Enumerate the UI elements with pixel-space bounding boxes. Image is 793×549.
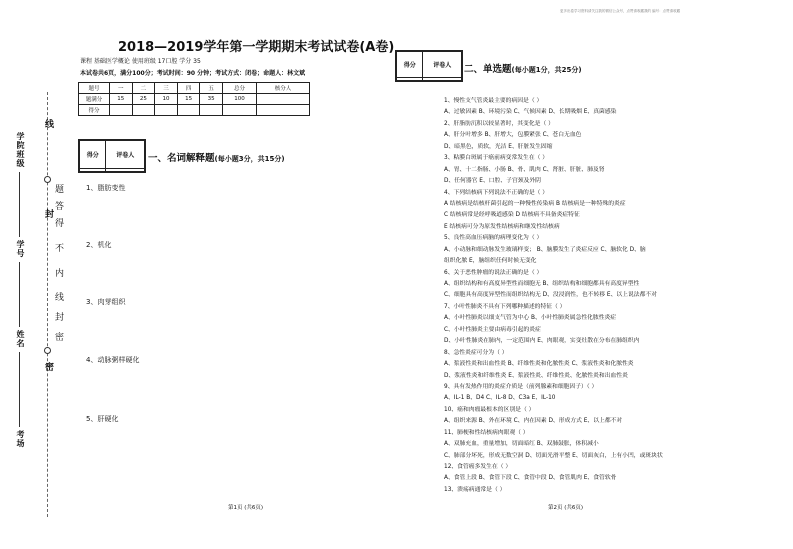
question-line: C、肺部分坏死，形成无数空洞 D、切面光滑平整 E、切面灰白，上有小凹，或斑块状 bbox=[444, 452, 663, 459]
score-cell: 三 bbox=[155, 83, 178, 94]
score-table-header-row bbox=[79, 83, 310, 94]
grader-name-label: 评卷人 bbox=[106, 141, 145, 169]
question-line: 1、慢性支气管炎最主要的病因是（ ） bbox=[444, 98, 543, 104]
grader-name-cell bbox=[423, 78, 462, 81]
question-line: D、浆液性炎和纤维性炎 E、浆液性炎、纤维性炎、化脓性炎和出血性炎 bbox=[444, 372, 628, 379]
score-cell bbox=[200, 105, 223, 116]
exam-title: 2018—2019学年第一学期期末考试试卷(A卷) bbox=[118, 40, 395, 55]
question-line: A、双肺充血，重量增加，切面暗红 B、双肺鼓胀，体积减小 bbox=[444, 441, 599, 448]
question-line: A、小叶性肺炎以细支气管为中心 B、小叶性肺炎属急性化脓性炎症 bbox=[444, 315, 617, 322]
grader-name-label: 评卷人 bbox=[423, 52, 462, 78]
question-line: 4、下列结核病下列说法不正确的是（ ） bbox=[444, 189, 549, 196]
question-line: E 结核病可分为原发性结核病和继发性结核病 bbox=[444, 223, 560, 230]
question-line: A、胃、十二指肠、小肠 B、骨、肌肉 C、肾脏、肝脏、肺及肾 bbox=[444, 166, 605, 173]
score-cell bbox=[155, 105, 178, 116]
binding-blank-id bbox=[19, 262, 20, 327]
question-line: A、IL-1 B、D4 C、IL-8 D、C3a E、IL-10 bbox=[444, 395, 556, 402]
question-line: D、小叶性肺炎在肺内，一定范围内 E、肉眼观，实变灶散在分布在肺组织内 bbox=[444, 338, 640, 345]
question-line: 3、粘膜白斑属于癌前病变常发生在（ ） bbox=[444, 155, 549, 162]
grader-score-cell bbox=[80, 169, 106, 172]
course-info: 课程 基础医学概论 使用班级 17口腔 学分 35 bbox=[80, 58, 201, 65]
seal-char: 答 bbox=[55, 202, 65, 212]
question-line: A 结核病是结核杆菌引起的一种慢性传染病 B 结核病是一种特殊的炎症 bbox=[444, 200, 626, 207]
question-line: 5、良性高血压病脑的病理变化为（ ） bbox=[444, 235, 543, 242]
score-cell: 五 bbox=[200, 83, 223, 94]
seal-char: 线 bbox=[55, 293, 65, 303]
seal-char: 封 bbox=[55, 313, 65, 323]
score-cell: 二 bbox=[132, 83, 155, 94]
score-cell: 一 bbox=[110, 83, 133, 94]
header-note: 更多出卷学习资料请关注我的微信公众号，点赞请收藏我的 编号：点赞请收藏 bbox=[560, 9, 681, 13]
grader-box-section2 bbox=[395, 50, 463, 82]
section1-note: (每小题3分，共15分) bbox=[214, 155, 285, 163]
question-line: C、细胞具有高度异型性而组织结构无 D、没浸润性，也不转移 E、以上说法都不对 bbox=[444, 292, 657, 299]
score-cell: 得分 bbox=[79, 105, 110, 116]
grader-score-label: 得分 bbox=[397, 52, 423, 78]
question-list bbox=[444, 99, 784, 499]
term-item: 2、机化 bbox=[86, 241, 112, 249]
question-line: 13、溃疡病通常是（ ） bbox=[444, 486, 506, 493]
binding-mark-seal: 封 bbox=[45, 210, 55, 220]
grader-score-cell bbox=[397, 78, 423, 81]
question-line: A、食管上段 B、食管下段 C、食管中段 D、食管肌肉 E、食管软骨 bbox=[444, 475, 617, 482]
section2-title: 二、单选题 bbox=[464, 64, 512, 75]
question-line: C、小叶性肺炎主要由病毒引起的炎症 bbox=[444, 326, 541, 333]
score-cell: 题号 bbox=[79, 83, 110, 94]
question-line: 7、小叶性肺炎不具有下列哪种描述的特征（ ） bbox=[444, 303, 566, 310]
question-line: D、任何器官 E、口腔、子宫颈及外阴 bbox=[444, 178, 541, 185]
question-line: A、组织来源 B、外在环境 C、内在因素 D、形成方式 E、以上都不对 bbox=[444, 418, 623, 425]
question-line: A、组织结构和有高度异型性而细胞无 B、组织结构和细胞都具有高度异型性 bbox=[444, 281, 640, 287]
binding-blank-name bbox=[19, 352, 20, 427]
question-line: C 结核病常是经呼吸道感染 D 结核病不具备炎症特征 bbox=[444, 212, 580, 219]
page-number-left: 第1页 (共6页) bbox=[228, 505, 264, 511]
question-line: A、小动脉和细动脉发生玻璃样变； B、脑膜发生了炎症反应 C、脑软化 D、脑 bbox=[444, 246, 646, 253]
question-line: 11、肺梗和性结核病肉眼观（ ） bbox=[444, 429, 529, 436]
term-item: 1、脂肪变性 bbox=[86, 184, 126, 192]
binding-mark-secret: 密 bbox=[45, 363, 55, 373]
section2-heading bbox=[464, 61, 582, 75]
seal-char: 不 bbox=[55, 244, 65, 254]
question-line: 8、急性炎症可分为（ ） bbox=[444, 349, 508, 356]
exam-info: 本试卷共6页，满分100分；考试时间：90 分钟；考试方式：闭卷；命题人：林文斌 bbox=[80, 70, 306, 77]
page-number-right: 第2页 (共6页) bbox=[548, 505, 584, 511]
seal-char: 密 bbox=[55, 333, 65, 343]
section1-heading bbox=[148, 150, 285, 164]
score-cell bbox=[257, 105, 310, 116]
question-line: 6、关于恶性肿瘤的说法正确的是（ ） bbox=[444, 269, 543, 276]
score-table-score-row bbox=[79, 105, 310, 116]
binding-dashed-line bbox=[47, 92, 48, 517]
question-line: 9、具有发热作用的炎症介质是（前列腺素和细胞因子）（ ） bbox=[444, 383, 598, 390]
binding-mark-line: 线 bbox=[45, 120, 55, 130]
question-line: 2、肝脂肪沉积以较显著时，其变化是（ ） bbox=[444, 120, 554, 127]
question-line: 组织化脓 E，脑组织任何时候无变化 bbox=[444, 258, 537, 265]
binding-label-room: 考场 bbox=[16, 430, 25, 448]
seal-char: 内 bbox=[55, 269, 65, 279]
binding-circle bbox=[44, 347, 51, 354]
score-table-full-row bbox=[79, 94, 310, 105]
score-cell: 总分 bbox=[222, 83, 256, 94]
score-cell: 100 bbox=[222, 94, 256, 105]
question-line: A、浆液性炎和出血性炎 B、纤维性炎和化脓性炎 C、浆液性炎和化脓性炎 bbox=[444, 361, 634, 368]
question-line: 10、癌和肉瘤最根本的区别是（ ） bbox=[444, 406, 535, 413]
score-cell: 核分人 bbox=[257, 83, 310, 94]
question-line: 12、食管癌多发生在（ ） bbox=[444, 464, 512, 470]
term-item: 5、肝硬化 bbox=[86, 415, 119, 423]
score-cell bbox=[177, 105, 200, 116]
term-item: 3、肉芽组织 bbox=[86, 298, 126, 306]
score-table bbox=[78, 82, 310, 116]
score-cell bbox=[222, 105, 256, 116]
score-cell bbox=[132, 105, 155, 116]
score-cell: 题满分 bbox=[79, 94, 110, 105]
score-cell: 15 bbox=[177, 94, 200, 105]
section1-title: 一、名词解释题 bbox=[148, 153, 215, 164]
score-cell: 25 bbox=[132, 94, 155, 105]
binding-blank-class bbox=[19, 172, 20, 237]
grader-box-section1 bbox=[78, 139, 146, 173]
score-cell bbox=[110, 105, 133, 116]
grader-name-cell bbox=[106, 169, 145, 172]
term-item: 4、动脉粥样硬化 bbox=[86, 356, 140, 364]
binding-label-id: 学号 bbox=[16, 240, 25, 258]
seal-char: 得 bbox=[55, 219, 65, 229]
grader-score-label: 得分 bbox=[80, 141, 106, 169]
score-cell bbox=[257, 94, 310, 105]
section2-note: (每小题1分，共25分) bbox=[511, 66, 582, 74]
score-cell: 四 bbox=[177, 83, 200, 94]
binding-label-class: 学院班级 bbox=[16, 132, 25, 168]
question-line: D、暗黑色，质软，光洁 E、肝脏发生固缩 bbox=[444, 143, 553, 150]
score-cell: 10 bbox=[155, 94, 178, 105]
binding-circle bbox=[44, 176, 51, 183]
binding-label-name: 姓名 bbox=[16, 330, 25, 348]
question-line: A、肝分叶增多 B、肝增大，包膜紧张 C、苍白无血色 bbox=[444, 132, 582, 139]
seal-char: 题 bbox=[55, 185, 65, 195]
question-line: A、过敏因素 B、环境污染 C、气候因素 D、长期吸烟 E、真菌感染 bbox=[444, 109, 617, 116]
score-cell: 15 bbox=[110, 94, 133, 105]
score-cell: 35 bbox=[200, 94, 223, 105]
